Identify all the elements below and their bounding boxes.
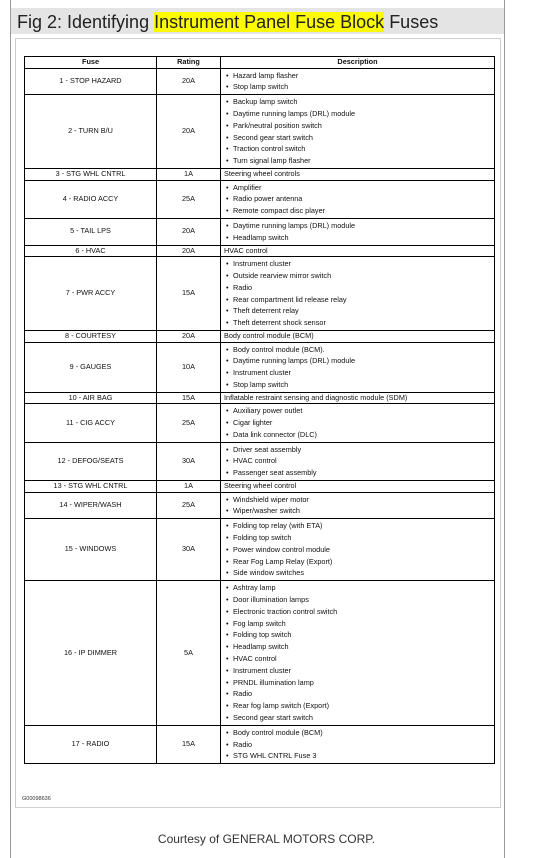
fuse-cell: 14 - WIPER/WASH (25, 492, 157, 519)
description-item: • Rear Fog Lamp Relay (Export) (224, 556, 491, 568)
rating-cell: 1A (157, 168, 221, 180)
description-cell (221, 404, 495, 442)
fuse-cell: 12 - DEFOG/SEATS (25, 442, 157, 480)
fuse-cell: 5 - TAIL LPS (25, 218, 157, 245)
description-item: • Door illumination lamps (224, 594, 491, 606)
rating-cell: 30A (157, 519, 221, 581)
fuse-cell: 9 - GAUGES (25, 342, 157, 392)
description-item: • Body control module (BCM). (224, 344, 491, 356)
description-cell (221, 257, 495, 331)
rating-cell: 15A (157, 257, 221, 331)
description-item: • Stop lamp switch (224, 379, 491, 391)
description-item: • Instrument cluster (224, 258, 491, 270)
description-item: • HVAC control (224, 455, 491, 467)
rating-cell: 20A (157, 245, 221, 257)
description-cell (221, 342, 495, 392)
fuse-table-body (25, 68, 495, 764)
description-cell: Body control module (BCM) (221, 330, 495, 342)
table-row (25, 180, 495, 218)
description-item: • Data link connector (DLC) (224, 429, 491, 441)
description-item: • Headlamp switch (224, 641, 491, 653)
description-item: • Remote compact disc player (224, 205, 491, 217)
title-prefix: Fig 2: Identifying (17, 12, 155, 32)
table-row (25, 95, 495, 169)
description-item: • Auxiliary power outlet (224, 405, 491, 417)
table-row (25, 519, 495, 581)
header-description: Description (221, 57, 495, 69)
table-row (25, 404, 495, 442)
description-item: • Windshield wiper motor (224, 494, 491, 506)
description-list (224, 220, 491, 244)
description-item: • Second gear start switch (224, 132, 491, 144)
table-row (25, 492, 495, 519)
fuse-cell: 10 - AIR BAG (25, 392, 157, 404)
fuse-cell: 1 - STOP HAZARD (25, 68, 157, 95)
description-item: • Theft deterrent relay (224, 305, 491, 317)
description-item: • Outside rearview mirror switch (224, 270, 491, 282)
description-item: • Rear compartment lid release relay (224, 294, 491, 306)
rating-cell: 25A (157, 180, 221, 218)
table-row (25, 257, 495, 331)
description-item: • STG WHL CNTRL Fuse 3 (224, 750, 491, 762)
description-list (224, 344, 491, 391)
description-list (224, 494, 491, 518)
description-cell: HVAC control (221, 245, 495, 257)
description-cell: Steering wheel control (221, 481, 495, 493)
fuse-cell: 13 - STG WHL CNTRL (25, 481, 157, 493)
description-list (224, 258, 491, 329)
table-row (25, 68, 495, 95)
table-row (25, 442, 495, 480)
rating-cell: 15A (157, 725, 221, 763)
description-item: • Daytime running lamps (DRL) module (224, 355, 491, 367)
description-item: • Passenger seat assembly (224, 467, 491, 479)
description-item: • Rear fog lamp switch (Export) (224, 700, 491, 712)
figure-title (17, 11, 438, 33)
rating-cell: 20A (157, 95, 221, 169)
description-list (224, 727, 491, 762)
description-item: • Radio (224, 688, 491, 700)
description-cell (221, 442, 495, 480)
courtesy-caption: Courtesy of GENERAL MOTORS CORP. (157, 832, 376, 846)
table-row (25, 218, 495, 245)
description-item: • Ashtray lamp (224, 582, 491, 594)
table-row (25, 168, 495, 180)
fuse-cell: 2 - TURN B/U (25, 95, 157, 169)
description-item: • Backup lamp switch (224, 96, 491, 108)
description-cell (221, 68, 495, 95)
rating-cell: 30A (157, 442, 221, 480)
description-item: • Body control module (BCM) (224, 727, 491, 739)
title-highlight: Instrument Panel Fuse Block (154, 12, 385, 32)
description-item: • Hazard lamp flasher (224, 70, 491, 82)
description-cell (221, 95, 495, 169)
table-row (25, 725, 495, 763)
fuse-cell: 8 - COURTESY (25, 330, 157, 342)
description-cell: Inflatable restraint sensing and diagnostic module (SDM) (221, 392, 495, 404)
description-item: • Side window switches (224, 567, 491, 579)
description-cell (221, 519, 495, 581)
description-cell: Steering wheel controls (221, 168, 495, 180)
description-item: • Electronic traction control switch (224, 606, 491, 618)
table-row (25, 581, 495, 726)
description-item: • Instrument cluster (224, 665, 491, 677)
description-item: • Folding top switch (224, 532, 491, 544)
fuse-cell: 6 - HVAC (25, 245, 157, 257)
description-item: • Folding top switch (224, 629, 491, 641)
description-item: • HVAC control (224, 653, 491, 665)
description-list (224, 96, 491, 167)
table-row (25, 342, 495, 392)
description-item: • Cigar lighter (224, 417, 491, 429)
fuse-cell: 17 - RADIO (25, 725, 157, 763)
table-row (25, 330, 495, 342)
description-list (224, 182, 491, 217)
description-item: • Daytime running lamps (DRL) module (224, 220, 491, 232)
description-item: • Wiper/washer switch (224, 505, 491, 517)
description-item: • Radio power antenna (224, 193, 491, 205)
fuse-table (24, 56, 495, 764)
description-cell (221, 725, 495, 763)
table-row (25, 392, 495, 404)
fuse-cell: 4 - RADIO ACCY (25, 180, 157, 218)
fuse-cell: 7 - PWR ACCY (25, 257, 157, 331)
rating-cell: 1A (157, 481, 221, 493)
description-item: • Stop lamp switch (224, 81, 491, 93)
description-item: • PRNDL illumination lamp (224, 677, 491, 689)
description-item: • Daytime running lamps (DRL) module (224, 108, 491, 120)
description-item: • Traction control switch (224, 143, 491, 155)
description-item: • Second gear start switch (224, 712, 491, 724)
rating-cell: 20A (157, 68, 221, 95)
header-fuse: Fuse (25, 57, 157, 69)
description-cell (221, 492, 495, 519)
description-item: • Power window control module (224, 544, 491, 556)
figure-code: G00098636 (22, 796, 51, 802)
description-cell (221, 180, 495, 218)
description-item: • Fog lamp switch (224, 618, 491, 630)
fuse-cell: 3 - STG WHL CNTRL (25, 168, 157, 180)
description-list (224, 444, 491, 479)
description-list (224, 405, 491, 440)
description-item: • Amplifier (224, 182, 491, 194)
fuse-cell: 16 - IP DIMMER (25, 581, 157, 726)
description-item: • Instrument cluster (224, 367, 491, 379)
rating-cell: 25A (157, 404, 221, 442)
fuse-cell: 15 - WINDOWS (25, 519, 157, 581)
description-item: • Theft deterrent shock sensor (224, 317, 491, 329)
description-list (224, 520, 491, 579)
description-item: • Folding top relay (with ETA) (224, 520, 491, 532)
description-cell (221, 581, 495, 726)
description-list (224, 70, 491, 94)
description-list (224, 582, 491, 724)
description-item: • Turn signal lamp flasher (224, 155, 491, 167)
description-item: • Headlamp switch (224, 232, 491, 244)
rating-cell: 20A (157, 218, 221, 245)
description-item: • Radio (224, 739, 491, 751)
description-cell (221, 218, 495, 245)
rating-cell: 25A (157, 492, 221, 519)
table-row (25, 481, 495, 493)
table-row (25, 245, 495, 257)
title-suffix: Fuses (384, 12, 439, 32)
description-item: • Radio (224, 282, 491, 294)
header-rating: Rating (157, 57, 221, 69)
rating-cell: 5A (157, 581, 221, 726)
table-header-row (25, 57, 495, 69)
description-item: • Park/neutral position switch (224, 120, 491, 132)
rating-cell: 10A (157, 342, 221, 392)
rating-cell: 15A (157, 392, 221, 404)
description-item: • Driver seat assembly (224, 444, 491, 456)
fuse-cell: 11 - CIG ACCY (25, 404, 157, 442)
rating-cell: 20A (157, 330, 221, 342)
